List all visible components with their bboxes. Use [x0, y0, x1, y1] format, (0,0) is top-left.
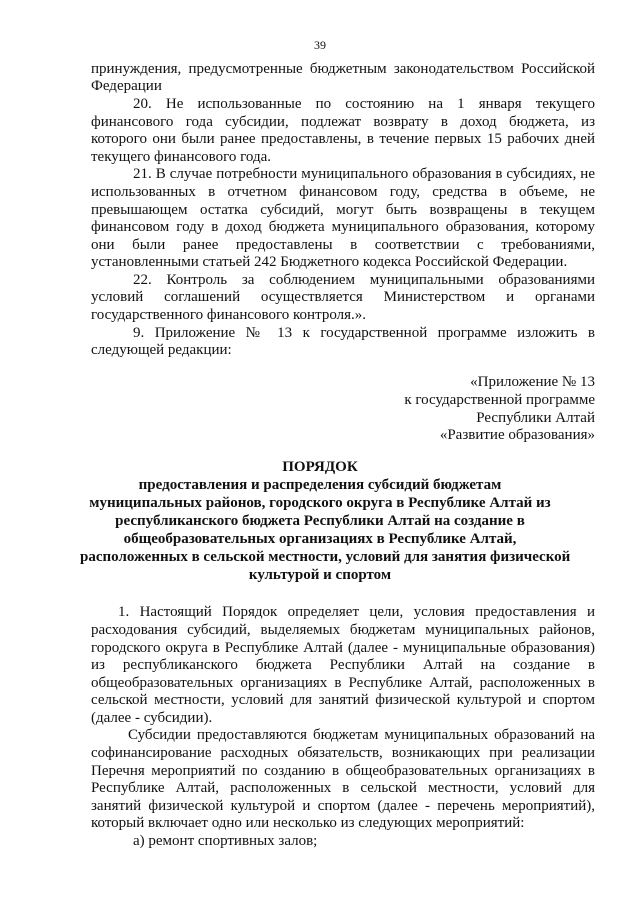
text-line: 9. Приложение № 13 к государственной программе изложить в — [133, 325, 595, 341]
text-line: из республиканского бюджета Республики Алтай на создание в — [91, 657, 595, 673]
text-line: 21. В случае потребности муниципального образования в субсидиях, не — [133, 166, 595, 182]
text-line: общеобразовательных организациях в Республике Алтай, расположенных в — [91, 675, 595, 691]
appendix-line: «Приложение № 13 — [470, 374, 595, 390]
text-line: они были ранее предоставлены в соответствии с требованиями, — [91, 237, 595, 253]
text-line: следующей редакции: — [91, 342, 232, 358]
heading-line: расположенных в сельской местности, условий для занятия физической — [80, 549, 571, 565]
text-line: использованных в отчетном финансовом году, средства в объеме, не — [91, 184, 595, 200]
text-line: который включает одно или несколько из следующих мероприятий: — [91, 815, 525, 831]
appendix-line: Республики Алтай — [476, 410, 595, 426]
text-line: условий соглашений осуществляется Министерством и органами — [91, 289, 595, 305]
text-line: сельской местности, условий для занятий физической культурой и спортом — [91, 692, 595, 708]
heading-title: ПОРЯДОК — [282, 459, 358, 475]
text-line: 20. Не использованные по состоянию на 1 января текущего — [133, 96, 595, 112]
text-line: финансового года субсидии, подлежат возврату в доход бюджета, из — [91, 114, 595, 130]
text-line: городского округа в Республике Алтай (далее - муниципальные образования) — [91, 640, 595, 656]
text-line: софинансирование расходных обязательств, возникающих при реализации — [91, 745, 595, 761]
heading-line: предоставления и распределения субсидий бюджетам — [138, 477, 502, 493]
text-line: Субсидии предоставляются бюджетам муниципальных образований на — [128, 727, 595, 743]
text-line: государственного финансового контроля.». — [91, 307, 367, 323]
text-line: установленными статьей 242 Бюджетного кодекса Российской Федерации. — [91, 254, 568, 270]
text-line: 1. Настоящий Порядок определяет цели, условия предоставления и — [118, 604, 595, 620]
text-line: финансовом году в доход бюджета муниципального образования, которому — [91, 219, 595, 235]
text-line: Федерации — [91, 78, 162, 94]
appendix-line: «Развитие образования» — [439, 427, 595, 443]
text-line: которого они были ранее предоставлены, в течение первых 15 рабочих дней — [91, 131, 595, 147]
text-line: 22. Контроль за соблюдением муниципальными образованиями — [133, 272, 595, 288]
text-line: принуждения, предусмотренные бюджетным законодательством Российской — [91, 61, 595, 77]
page-number: 39 — [314, 38, 326, 52]
appendix-line: к государственной программе — [404, 392, 595, 408]
text-line: занятий физической культурой и спортом (далее - перечень мероприятий), — [91, 798, 595, 814]
text-line: превышающем остатка субсидий, могут быть возвращены в текущем — [91, 202, 595, 218]
heading-line: муниципальных районов, городского округа в Республике Алтай из — [89, 495, 551, 511]
text-line: расходования субсидий, выделяемых бюджетам муниципальных районов, — [91, 622, 595, 638]
text-line: (далее - субсидии). — [91, 710, 213, 726]
text-line: Перечня мероприятий по созданию в общеобразовательных организациях в — [91, 763, 595, 779]
heading-line: культурой и спортом — [248, 567, 392, 583]
text-line: а) ремонт спортивных залов; — [133, 833, 318, 849]
heading-line: республиканского бюджета Республики Алтай на создание в — [115, 513, 525, 529]
heading-line: общеобразовательных организациях в Республике Алтай, — [123, 531, 517, 547]
text-line: текущего финансового года. — [91, 149, 272, 165]
text-line: Республике Алтай, расположенных в сельской местности, условий для — [91, 780, 595, 796]
